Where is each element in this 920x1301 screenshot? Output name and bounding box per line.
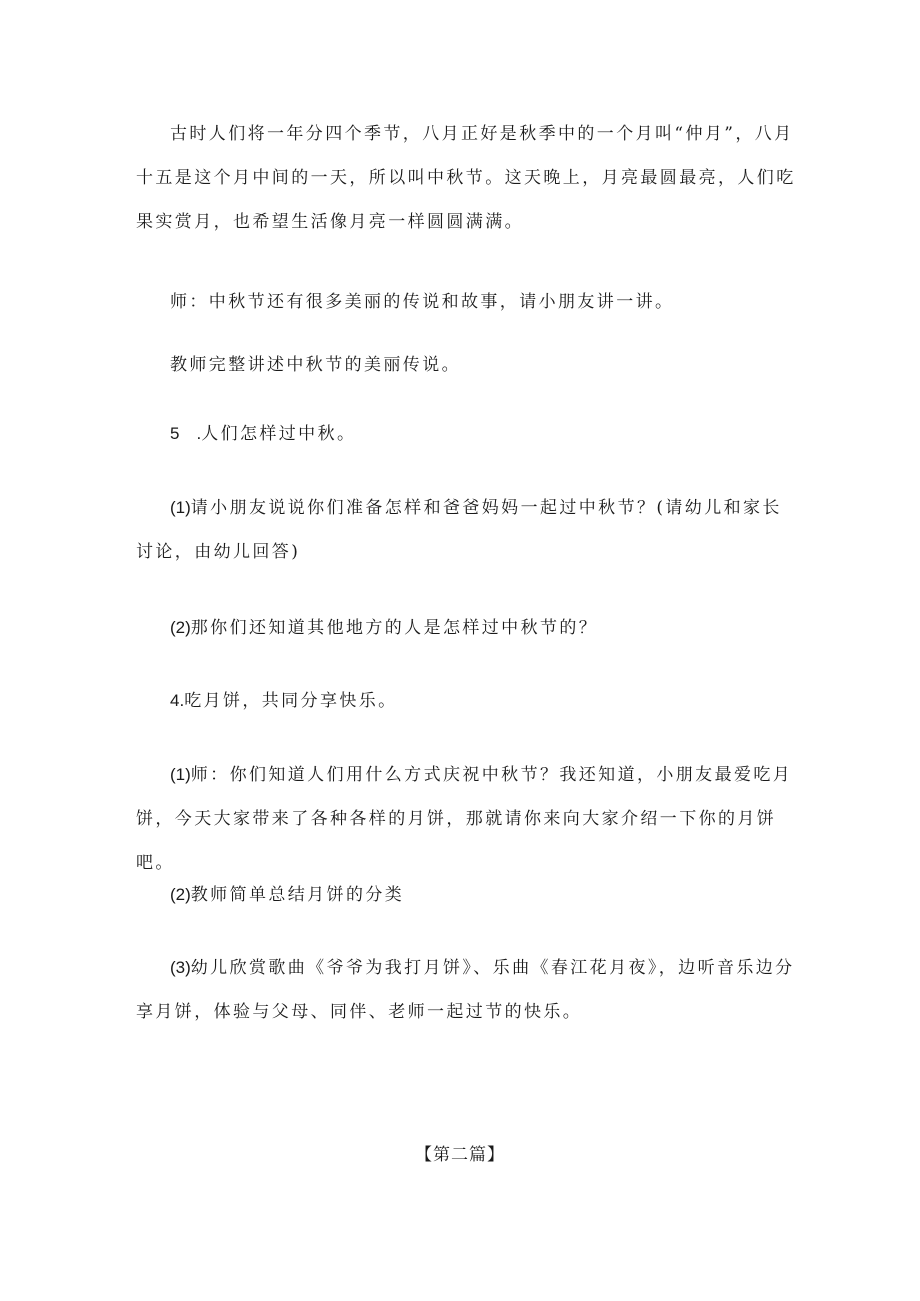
paragraph-step-5 — [136, 412, 800, 456]
paragraph-step-4-3 — [136, 946, 800, 1034]
item-number: (3) — [170, 958, 191, 977]
paragraph-mid-autumn-origin — [136, 112, 800, 244]
item-number: (2) — [170, 618, 191, 637]
paragraph-text: 人们怎样过中秋。 — [201, 424, 357, 444]
paragraph-text: 那你们还知道其他地方的人是怎样过中秋节的？ — [190, 618, 599, 638]
paragraph-text: 幼儿欣赏歌曲《爷爷为我打月饼》、乐曲《春江花月夜》，边听音乐边分享月饼，体验与父母、同伴、老师一起过节的快乐。 — [136, 958, 795, 1022]
paragraph-text: 古时人们将一年分四个季节，八月正好是秋季中的一个月叫“仲月”，八月十五是这个月中间的一天，所以叫中秋节。这天晚上，月亮最圆最亮，人们吃果实赏月，也希望生活像月亮一样圆圆满满。 — [136, 124, 796, 232]
paragraph-text: 师：你们知道人们用什么方式庆祝中秋节？我还知道，小朋友最爱吃月饼，今天大家带来了各种各样的月饼，那就请你来向大家介绍一下你的月饼吧。 — [136, 765, 793, 873]
item-number: (1) — [170, 765, 191, 784]
paragraph-step-5-1 — [136, 486, 800, 574]
paragraph-step-4-2 — [136, 873, 800, 917]
paragraph-text: 请小朋友说说你们准备怎样和爸爸妈妈一起过中秋节？(请幼儿和家长讨论，由幼儿回答) — [136, 498, 782, 562]
paragraph-teacher-story — [136, 343, 800, 387]
paragraph-text: 教师简单总结月饼的分类 — [190, 885, 405, 905]
item-number: (2) — [170, 885, 191, 904]
paragraph-text: 吃月饼，共同分享快乐。 — [184, 691, 398, 711]
paragraph-step-4 — [136, 679, 800, 723]
step-number: 5 . — [170, 424, 202, 443]
paragraph-step-4-1 — [136, 753, 800, 885]
paragraph-text: 师：中秋节还有很多美丽的传说和故事，请小朋友讲一讲。 — [170, 292, 675, 312]
step-number: 4. — [170, 691, 185, 710]
paragraph-teacher-prompt — [136, 280, 800, 324]
item-number: (1) — [170, 498, 191, 517]
paragraph-step-5-2 — [136, 606, 800, 650]
paragraph-text: 教师完整讲述中秋节的美丽传说。 — [170, 355, 461, 375]
section-title: 【第二篇】 — [415, 1145, 505, 1165]
